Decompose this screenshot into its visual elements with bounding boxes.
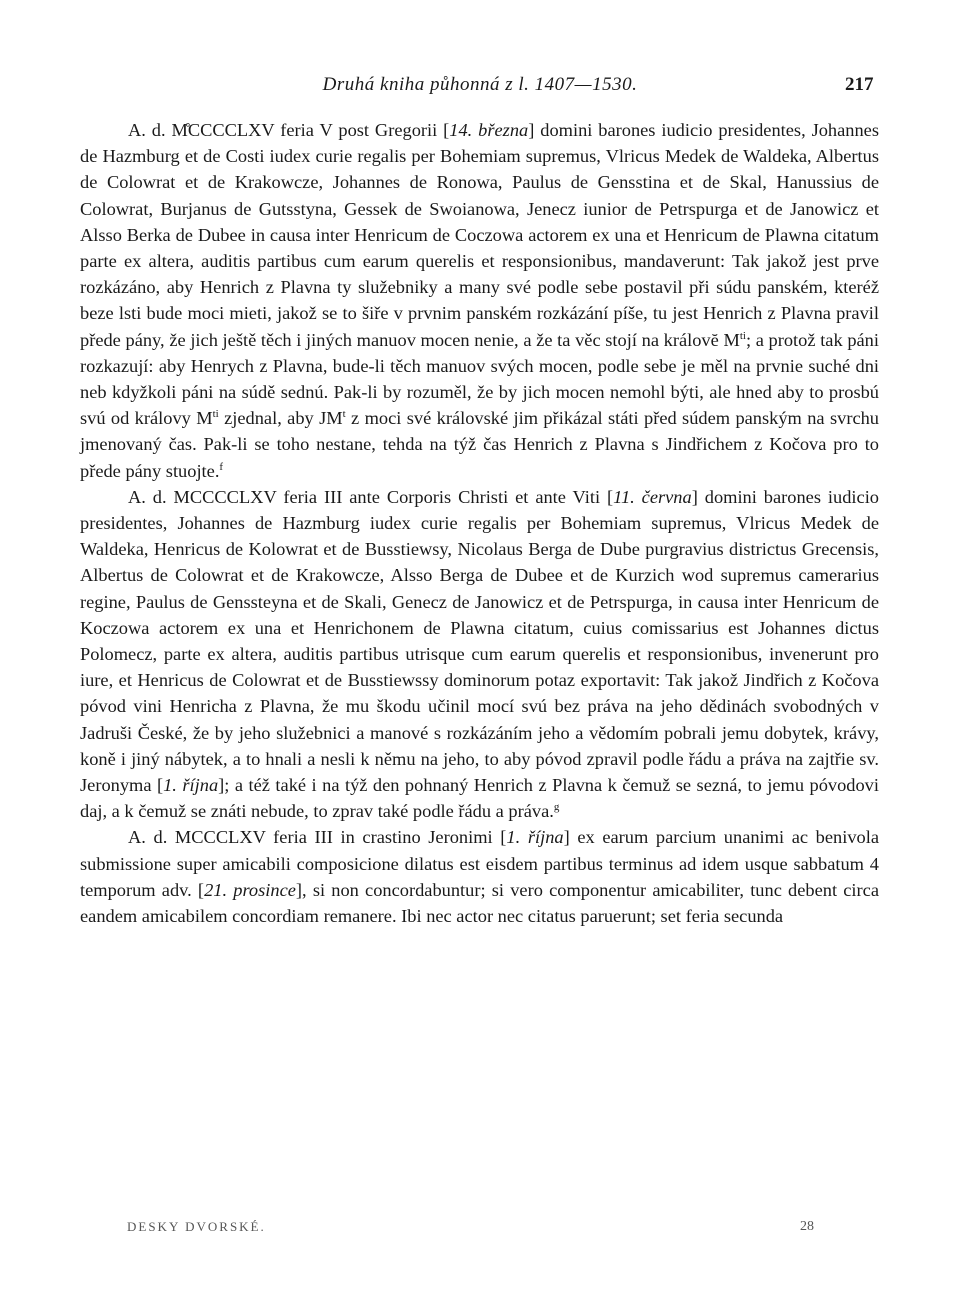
footnote-mark: g bbox=[553, 801, 560, 814]
running-title: Druhá kniha půhonná z l. 1407—1530. bbox=[322, 74, 638, 95]
abbrev-superscript: ti bbox=[739, 329, 746, 342]
date-note: 1. října bbox=[163, 775, 219, 796]
date-note: 11. června bbox=[613, 486, 692, 507]
entry-1465-march: A. d. M̊CCCCLXV feria V post Gregorii [14. března] domini barones iudicio presidentes, Johannes de Hazmburg et de Costi iudex curie regalis per Bohemiam supremus, Vlricus Medek de Waldeka, Albertus de Colowrat et de Krakowcze, Johannes de Ronowa, Paulus de Gensstina et de Skal, Hanussius de Colowrat, Burjanus de Gutsstyna, Gessek de Swoianowa, Jenecz iunior de Petrspurga et de Janowicz et Alsso Berka de Dubee in causa inter Henricum de Coczowa actorem ex una et Henricum de Plawna citatum parte ex altera, auditis partibus cum earum querelis et responsionibus, mandaverunt: Tak jakož jest prve rozkázáno, aby Henrich z Plavna ty služebniky a many své podle sebe postavil při súdu panském, kteréž beze lsti bude moci mieti, jakož se to šiře v prvnim panském rozkázání píše, tu jest Henrich z Plavna pravil přede pány, že jich ještě těch i jiných manuov mocen nenie, a že ta věc stojí na královĕ $M^{ti}$; a protož tak páni rozkazují: aby Henrych z Plavna, bude-li těch manuov svých mocen, podle sebe je měl na prvnie suché dni neb kdyžkoli páni na súdě sednú. Pak-li by rozuměl, že by jich mocen nemohl býti, ale hned aby to prosbú svú od královy $M^{ti}$ zjednal, aby $JM^t$ z moci své královské jim přikázal státi před súdem panským na svrchu jmenovaný čas. Pak-li se toho nestane, tehda na týž čas Henrich z Plavna s Jindřichem z Kočova pro to přede pány stuojte.$^f$ bbox=[80, 120, 880, 481]
date-note: 21. prosince bbox=[204, 879, 296, 900]
abbrev-superscript: ti bbox=[212, 408, 219, 421]
footnote-mark: f bbox=[219, 460, 224, 473]
footer-signature: DESKY DVORSKÉ. bbox=[127, 1219, 266, 1234]
page-number: 217 bbox=[845, 74, 874, 95]
date-note: 1. října bbox=[506, 827, 564, 848]
entry-1465-june: A. d. MCCCCLXV feria III ante Corporis Christi et ante Viti [11. června] domini barones iudicio presidentes, Johannes de Hazmburg iudex curie regalis per Bohemiam supremus, Vlricus Medek de Waldeka, Henricus de Kolowrat et de Busstiewsy, Nicolaus Berga de Dube purgravius districtus Grecensis, Albertus de Colowrat et de Krakowcze, Alsso Berga de Dubee et de Kurzich wod supremus camerarius regine, Paulus de Genssteyna et de Skali, Genecz de Janowicz et de Petrspurga, in causa inter Henricum de Koczowa actorem ex una et Henrichonem de Plawna citatum, cuius comissarius est Johannes dictus Polomecz, parte ex altera, auditis partibus utrisque cum earum querelis et responsionibus, invenerunt pro iure, et Henricus de Colowrat et de Busstiewssy dominorum potaz exportavit: Tak jakož Jindřich z Kočova póvod vini Henricha z Plavna, že mu škodu učinil mocí svú bez práva na jeho dědinách svobodných v Jadruši České, že by jeho služebnici a manové s rozkázáním jeho a vědomím pobrali jemu dobytek, krávy, koně i jiný nábytek, a to hnali a nesli k němu na jeho, to aby póvod zpravil podle řádu a práva na zajtřie sv. Jeronyma [1. října]; a též také i na týž den pohnaný Henrich z Plavna k čemuž se sezná, to jemu póvodovi daj, a k čemuž se znáti nebude, to zprav také podle řádu a práva.$^g$ bbox=[80, 486, 879, 822]
abbrev-superscript: t bbox=[342, 408, 346, 421]
footer-sheet-number: 28 bbox=[800, 1219, 814, 1234]
date-note: 14. března bbox=[449, 120, 529, 140]
entry-1465-october: A. d. MCCCLXV feria III in crastino Jeronimi [1. října] ex earum parcium unanimi ac benivola submissione super amicabili composicione dilatus est eisdem partibus terminus ad idem usque sabbatum 4 temporum adv. [21. prosince], si non concordabuntur; si vero componentur amicabiliter, tunc debent circa eandem amicabilem concordiam remanere. Ibi nec actor nec citatus paruerunt; set feria secunda bbox=[80, 827, 879, 927]
body-text bbox=[80, 117, 879, 929]
